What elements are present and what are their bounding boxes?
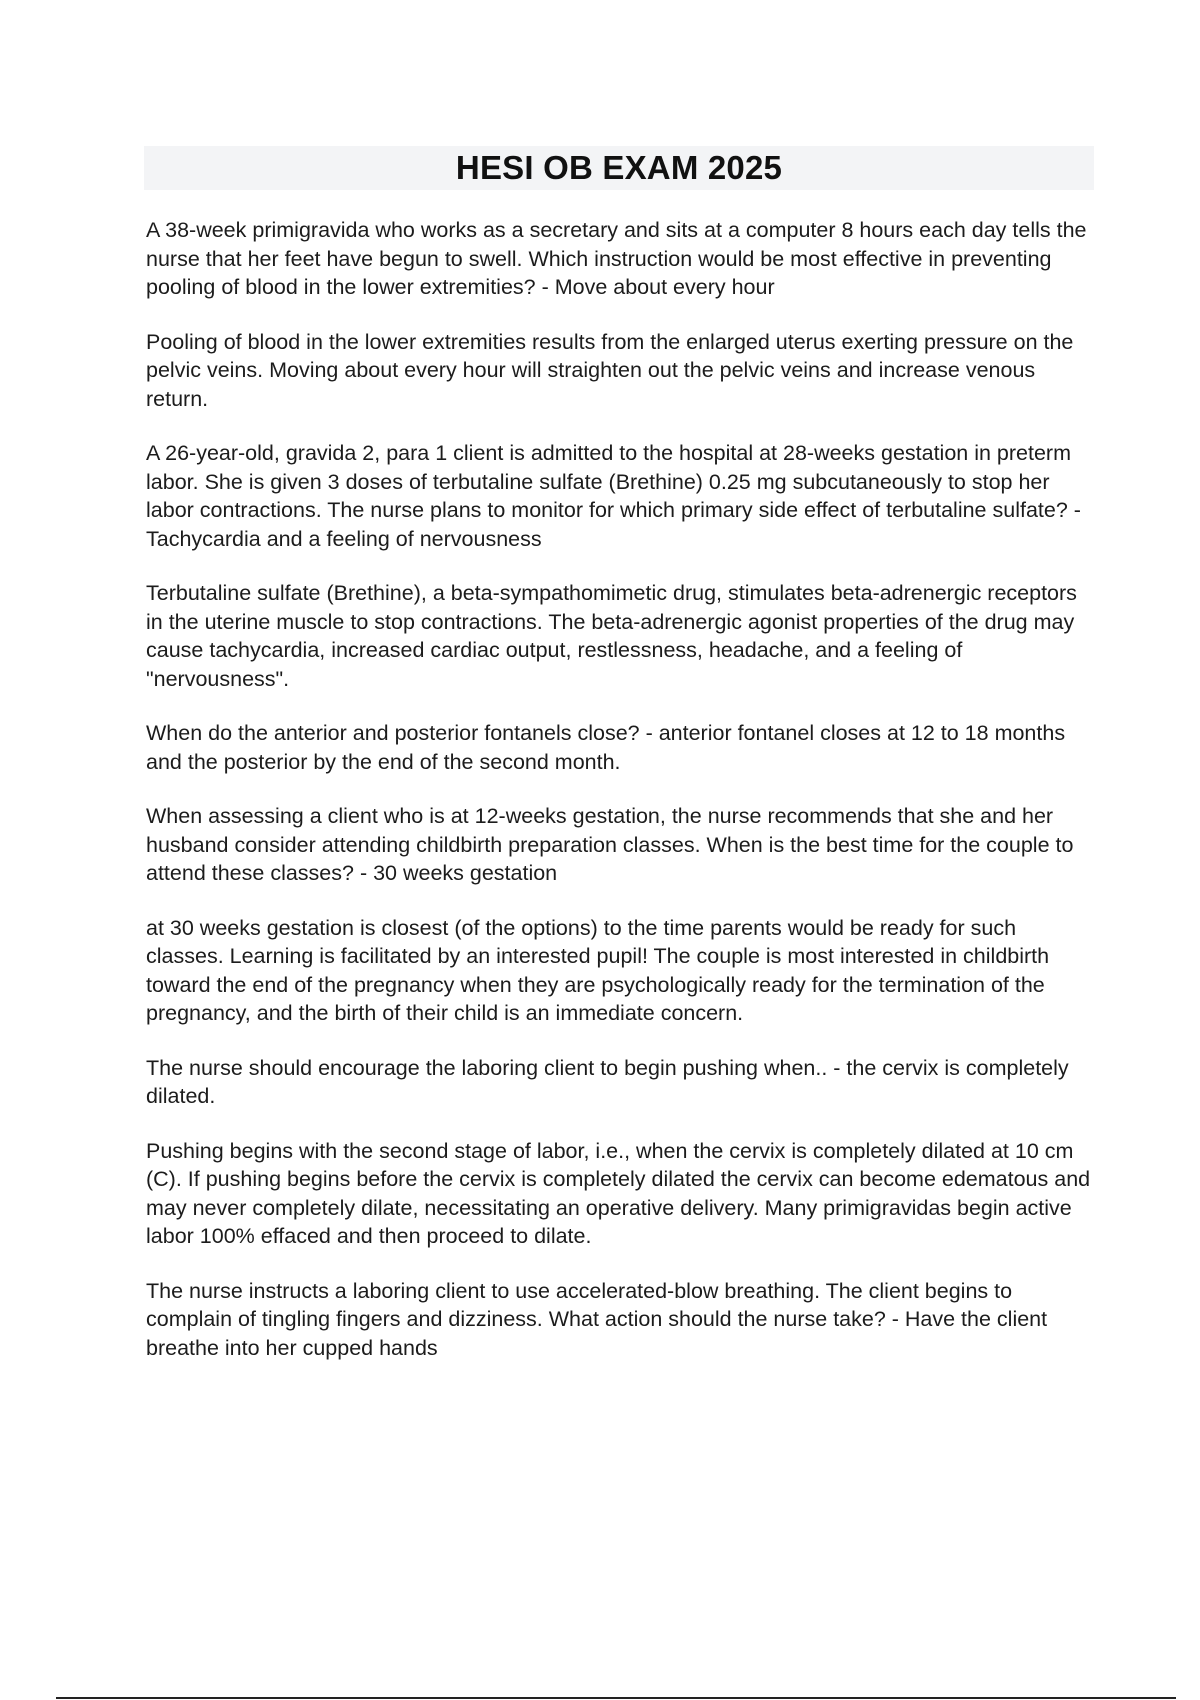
paragraph-rationale-1: Pooling of blood in the lower extremities results from the enlarged uterus exerting pressure on the pelvic veins. Moving about every hour will straighten out the pelvic veins and increase venous return. (146, 329, 1074, 411)
paragraph-question-3: When do the anterior and posterior fontanels close? - anterior fontanel closes at 12 to 18 months and the posterior by the end of the second month. (146, 721, 1066, 774)
title-banner (144, 146, 1094, 190)
paragraph-question-5: The nurse should encourage the laboring client to begin pushing when.. - the cervix is completely dilated. (146, 1055, 1069, 1108)
document-title: HESI OB EXAM 2025 (455, 149, 783, 186)
paragraph-question-2: A 26-year-old, gravida 2, para 1 client is admitted to the hospital at 28-weeks gestation in preterm labor. She is given 3 doses of terbutaline sulfate (Brethine) 0.25 mg subcutaneously to stop her labor contractions. The nurse plans to monitor for which primary side effect of terbutaline sulfate? - Tachycardia and a feeling of nervousness (146, 441, 1081, 551)
paragraph-question-1: A 38-week primigravida who works as a secretary and sits at a computer 8 hours each day tells the nurse that her feet have begun to swell. Which instruction would be most effective in preventing pooling of blood in the lower extremities? - Move about every hour (146, 218, 1087, 299)
paragraph-rationale-2: Terbutaline sulfate (Brethine), a beta-sympathomimetic drug, stimulates beta-adrenergic receptors in the uterine muscle to stop contractions. The beta-adrenergic agonist properties of the drug may cause tachycardia, increased cardiac output, restlessness, headache, and a feeling of "nervousness". (146, 581, 1077, 691)
bottom-divider (56, 1697, 1176, 1699)
paragraph-question-6: The nurse instructs a laboring client to use accelerated-blow breathing. The client begins to complain of tingling fingers and dizziness. What action should the nurse take? - Have the client breathe into her cupped hands (146, 1278, 1048, 1360)
paragraph-rationale-4: at 30 weeks gestation is closest (of the options) to the time parents would be ready for such classes. Learning is facilitated by an interested pupil! The couple is most interested in childbirth toward the end of the pregnancy when they are psychologically ready for the termination of the pregnancy, and the birth of their child is an immediate concern. (146, 915, 1050, 1025)
paragraph-question-4: When assessing a client who is at 12-weeks gestation, the nurse recommends that she and her husband consider attending childbirth preparation classes. When is the best time for the couple to attend these classes? - 30 weeks gestation (146, 804, 1074, 885)
paragraph-rationale-5: Pushing begins with the second stage of labor, i.e., when the cervix is completely dilated at 10 cm (C). If pushing begins before the cervix is completely dilated the cervix can become edematous and may never completely dilate, necessitating an operative delivery. Many primigravidas begin active labor 100% effaced and then proceed to dilate. (146, 1138, 1091, 1248)
document-body (146, 216, 1091, 1388)
